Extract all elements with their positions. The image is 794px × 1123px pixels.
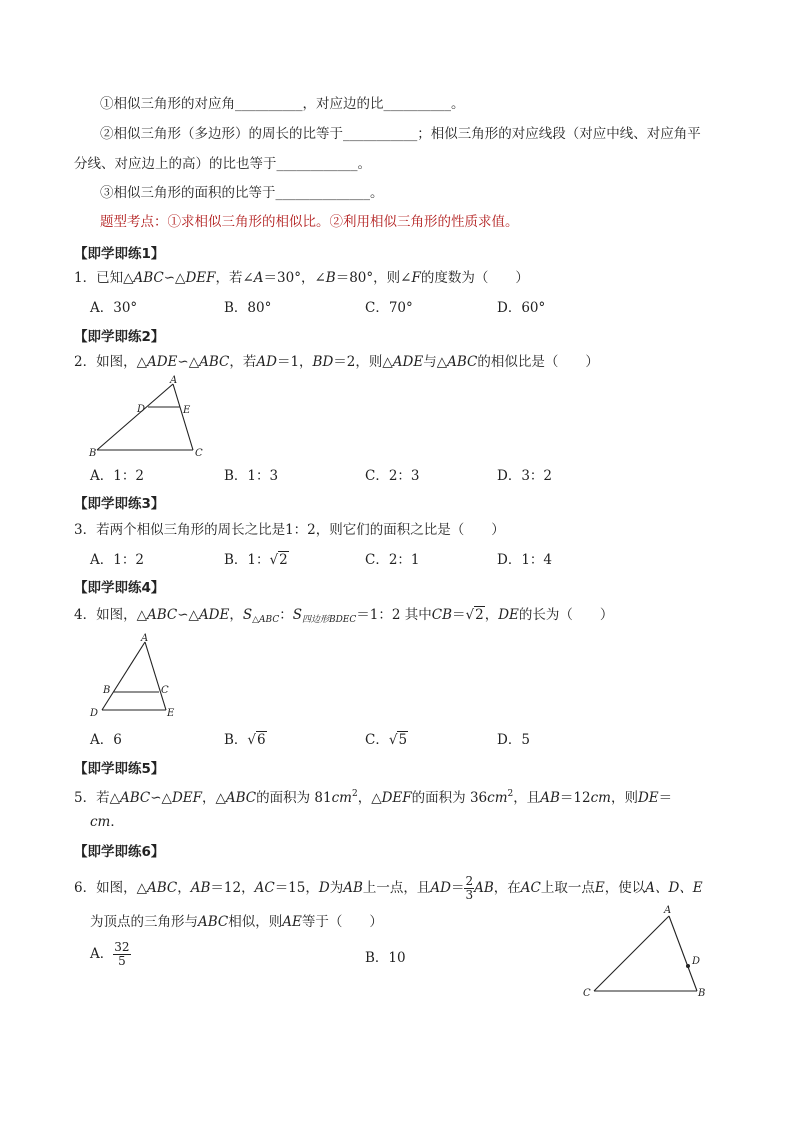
q4-option-a[interactable]: A．6 [90, 732, 122, 748]
q6-option-b[interactable]: B．10 [365, 950, 406, 966]
question-6-line-2: 为顶点的三角形与ABC相似，则AE等于（ ） [90, 914, 383, 930]
sqrt-6: √6 [247, 732, 266, 748]
q3-option-b[interactable]: B．1：√2 [224, 552, 288, 568]
section-heading-6: 【即学即练6】 [74, 844, 165, 860]
q6-label-b: B [698, 988, 706, 999]
exam-point-hint: 题型考点：①求相似三角形的相似比。②利用相似三角形的性质求值。 [100, 214, 519, 230]
q4-option-d[interactable]: D．5 [497, 732, 530, 748]
q6-option-a[interactable]: A． $\frac{32}{5}$ [90, 940, 130, 968]
q6-label-c: C [583, 988, 591, 999]
q2-label-b: B [89, 448, 97, 459]
sqrt-5: √5 [388, 732, 408, 748]
q6-triangle-figure [578, 900, 718, 1004]
question-2: 2．如图，△ADE∽△ABC，若AD＝1，BD＝2，则△ADE与△ABC的相似比是（ ） [74, 354, 599, 370]
q4-option-c[interactable]: C．√5 [365, 732, 408, 748]
q4-label-b: B [103, 685, 111, 696]
q4-option-b[interactable]: B．√6 [224, 732, 266, 748]
q1-option-d[interactable]: D．60° [497, 300, 546, 316]
q6-label-a: A [664, 905, 672, 916]
section-heading-1: 【即学即练1】 [74, 246, 165, 262]
q4-label-a: A [141, 633, 149, 644]
sqrt-2: √2 [269, 552, 288, 568]
section-heading-2: 【即学即练2】 [74, 329, 165, 345]
q2-label-a: A [170, 375, 178, 386]
q2-label-e: E [183, 405, 191, 416]
q1-option-b[interactable]: B．80° [224, 300, 272, 316]
q4-label-d: D [90, 708, 99, 719]
section-heading-3: 【即学即练3】 [74, 496, 165, 512]
q1-option-a[interactable]: A．30° [90, 300, 138, 316]
question-3: 3．若两个相似三角形的周长之比是1：2，则它们的面积之比是（ ） [74, 522, 505, 538]
q2-option-a[interactable]: A．1：2 [90, 468, 144, 484]
q4-triangle-figure [85, 630, 185, 722]
property-line-1: ①相似三角形的对应角__________，对应边的比__________。 [100, 96, 465, 112]
q2-triangle-figure [85, 374, 215, 460]
q2-label-d: D [137, 404, 146, 415]
q2-option-c[interactable]: C．2：3 [365, 468, 420, 484]
property-line-2: ②相似三角形（多边形）的周长的比等于___________；相似三角形的对应线段（对应中线、对应角平 [100, 126, 701, 142]
section-heading-4: 【即学即练4】 [74, 580, 165, 596]
q1-option-c[interactable]: C．70° [365, 300, 413, 316]
q2-option-b[interactable]: B．1：3 [224, 468, 279, 484]
q4-label-c: C [161, 685, 169, 696]
property-line-2b: 分线、对应边上的高）的比也等于____________。 [74, 156, 371, 172]
question-4: 4．如图，△ABC∽△ADE，$S_{\triangle ABC}$：$S_{四边形BDEC}=1$：2 其中CB＝√2，DE的长为（ ） [74, 607, 614, 625]
q3-option-a[interactable]: A．1：2 [90, 552, 144, 568]
fraction-2-3: $\frac{2}{3}$ [465, 874, 474, 902]
question-5: 5．若△ABC∽△DEF，△ABC的面积为 $81cm^2$，△DEF的面积为 $36cm^2$，且AB＝12cm，则DE＝ [74, 789, 673, 806]
q3-option-d[interactable]: D．1：4 [497, 552, 553, 568]
q6-label-d: D [692, 956, 701, 967]
question-6: 6．如图，△ABC，AB＝12，AC＝15，D为AB上一点，且AD＝ $\frac{2}{3}$ AB，在AC上取一点E，使以A、D、E [74, 874, 703, 902]
section-heading-5: 【即学即练5】 [74, 761, 165, 777]
q4-label-e: E [167, 708, 175, 719]
question-5-line-2: cm． [90, 814, 124, 830]
fraction-32-5: $\frac{32}{5}$ [114, 940, 130, 968]
q2-label-c: C [195, 448, 203, 459]
q3-option-c[interactable]: C．2：1 [365, 552, 420, 568]
question-1: 1．已知△ABC∽△DEF，若∠A＝30°，∠B＝80°，则∠F的度数为（ ） [74, 270, 529, 286]
q2-option-d[interactable]: D．3：2 [497, 468, 553, 484]
property-line-3: ③相似三角形的面积的比等于______________。 [100, 185, 384, 201]
